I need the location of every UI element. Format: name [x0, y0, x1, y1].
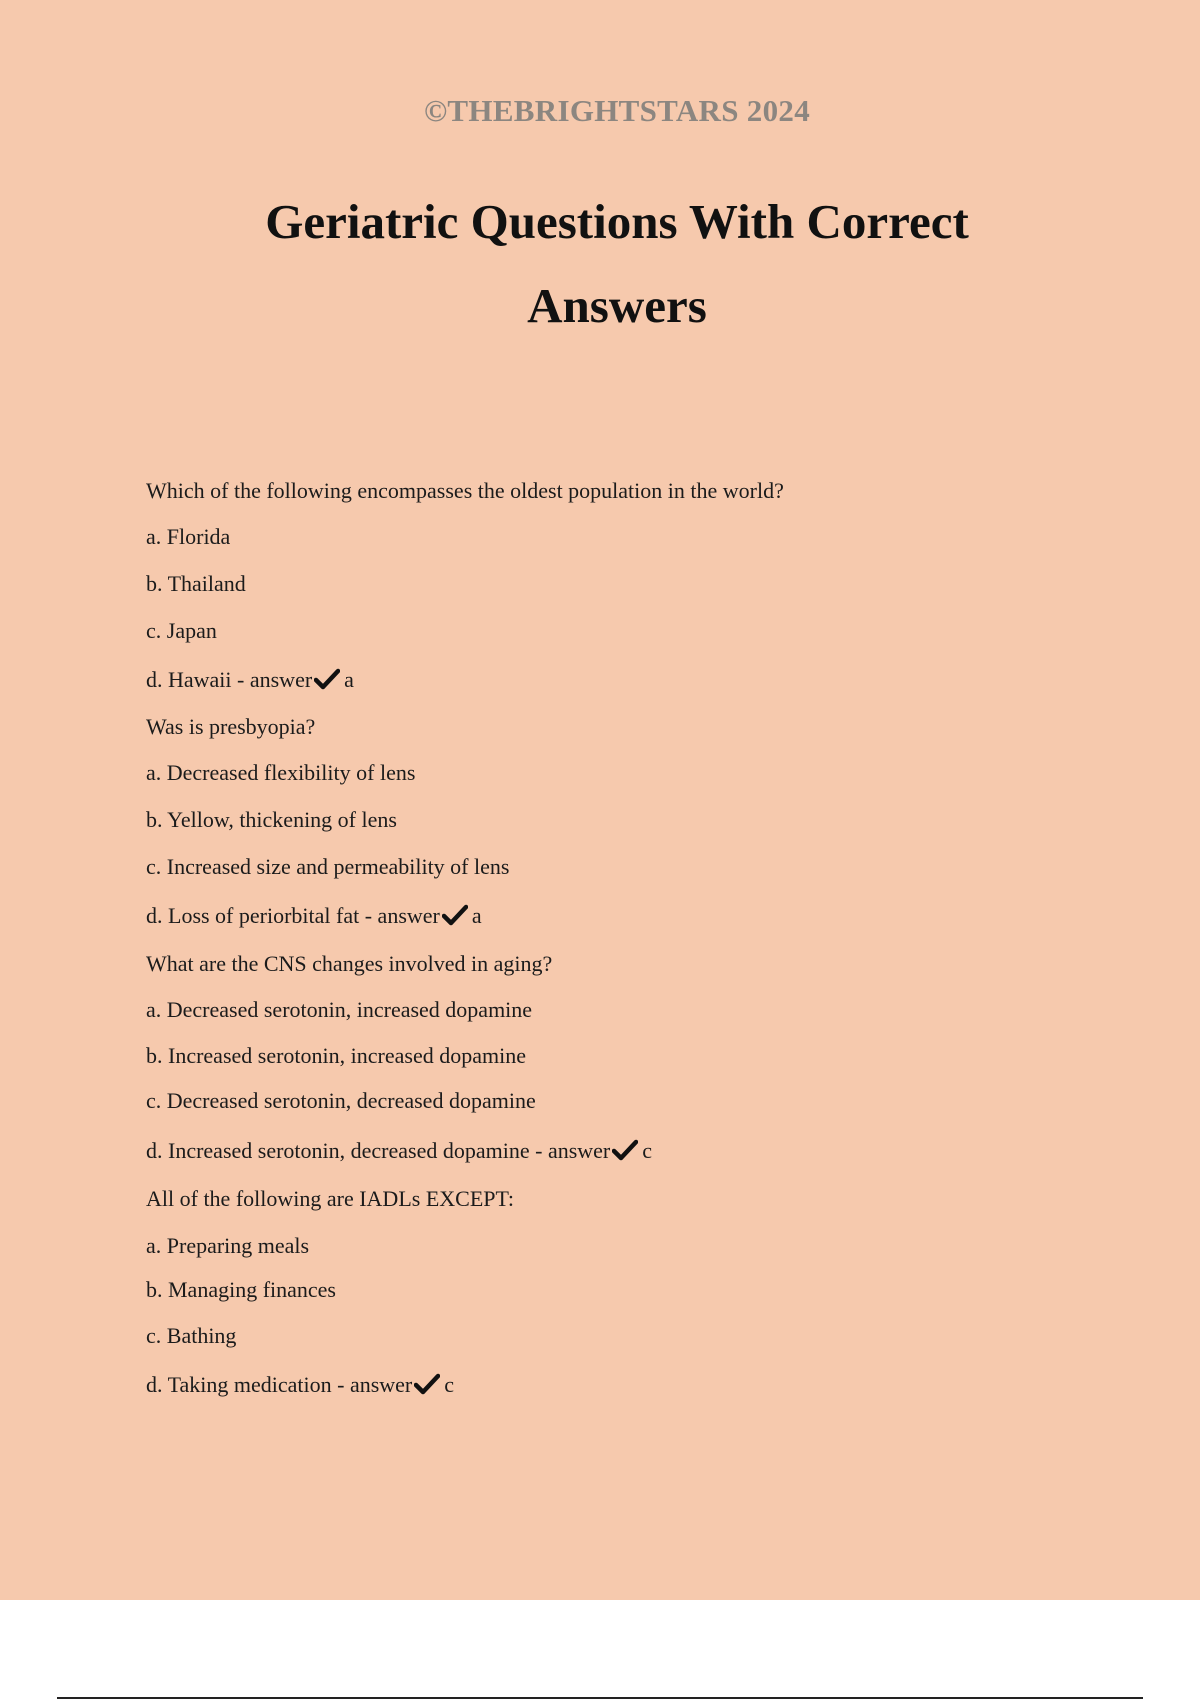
watermark: ©THEBRIGHTSTARS 2024 [423, 93, 811, 128]
answer-option: b. Managing finances [146, 1277, 336, 1302]
correct-answer: c [642, 1138, 653, 1163]
question-text: All of the following are IADLs EXCEPT: [146, 1186, 514, 1211]
answer-option: c. Bathing [146, 1323, 237, 1348]
answer-option: b. Yellow, thickening of lens [146, 807, 397, 832]
answer-option: a. Florida [146, 524, 231, 549]
footer-divider [57, 1697, 1143, 1699]
question-list [146, 476, 1146, 1400]
answer-option-with-key [146, 665, 1146, 695]
answer-option: a. Decreased serotonin, increased dopamine [146, 997, 533, 1022]
title-line-1: Geriatric Questions With Correct [265, 194, 969, 249]
answer-option-text: d. Loss of periorbital fat - answer [146, 903, 440, 928]
correct-answer: c [444, 1372, 455, 1397]
answer-option: c. Japan [146, 618, 217, 643]
answer-option: b. Thailand [146, 571, 246, 596]
question-text: Was is presbyopia? [146, 714, 316, 739]
correct-answer: a [471, 903, 482, 928]
answer-option-text: d. Taking medication - answer [146, 1372, 413, 1397]
answer-option-with-key [146, 1370, 1146, 1400]
check-mark-icon [414, 1373, 440, 1395]
answer-option: a. Preparing meals [146, 1233, 310, 1258]
answer-option-with-key [146, 1136, 1146, 1166]
answer-option: b. Increased serotonin, increased dopamine [146, 1043, 526, 1068]
question-text: What are the CNS changes involved in aging? [146, 951, 553, 976]
answer-option: c. Decreased serotonin, decreased dopamine [146, 1088, 536, 1113]
answer-option-with-key [146, 901, 1146, 931]
page-title [0, 180, 1200, 348]
answer-option: a. Decreased flexibility of lens [146, 760, 416, 785]
answer-option-text: d. Hawaii - answer [146, 667, 313, 692]
check-mark-icon [314, 668, 340, 690]
question-text: Which of the following encompasses the oldest population in the world? [146, 478, 784, 503]
check-mark-icon [442, 904, 468, 926]
answer-option-text: d. Increased serotonin, decreased dopamine - answer [146, 1138, 611, 1163]
check-mark-icon [612, 1139, 638, 1161]
title-line-2: Answers [527, 278, 707, 333]
correct-answer: a [344, 667, 354, 692]
answer-option: c. Increased size and permeability of lens [146, 854, 510, 879]
